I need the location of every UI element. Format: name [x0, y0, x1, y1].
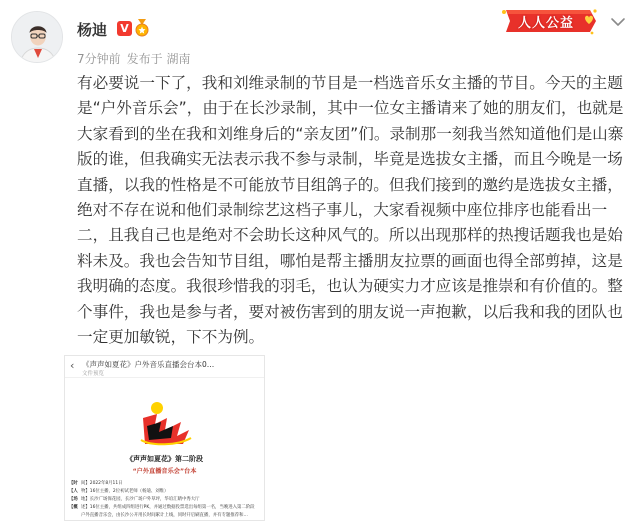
- verified-badge[interactable]: V: [117, 21, 132, 36]
- post-image[interactable]: [64, 355, 265, 521]
- post-meta: [77, 50, 196, 67]
- image-doc-row: [69, 496, 263, 504]
- image-doc-row-value: 地】长沙广场保花园，长沙广场户外草坪，华谊汇睛中秀大厅: [81, 497, 200, 502]
- post-text-line: 个事件，我也是参与者，要对被伤害到的朋友说一声抱歉，以后我和我的团队也: [77, 302, 623, 321]
- back-arrow-icon: ‹: [70, 359, 75, 372]
- chevron-down-icon[interactable]: [610, 16, 626, 28]
- post-text-line: 料未及。我也会告知节目组，哪怕是帮主播朋友拉票的画面也得全部剪掉，这是: [77, 251, 623, 270]
- post-text-line: 绝对不存在说和他们录制综艺这档子事儿，大家看视频中座位排序也能看出一: [77, 201, 608, 220]
- image-doc-row-key: 【人: [69, 489, 78, 494]
- image-doc-row: [69, 488, 263, 496]
- avatar[interactable]: [11, 11, 63, 63]
- charity-badge-label[interactable]: 人人公益: [518, 16, 575, 31]
- image-doc-heading: 《声声如夏花》第二阶段: [126, 455, 203, 463]
- medal-icon[interactable]: [134, 19, 150, 37]
- image-doc-subheading: “户外直播音乐会”台本: [132, 468, 197, 475]
- image-doc-row-value: 间】2022年8月11日: [81, 481, 123, 486]
- image-doc-row-key: 【时: [69, 481, 78, 486]
- post-text-line: 一定更加敏锐，下不为例。: [77, 328, 265, 347]
- post-text-line: 我明确的态度。我很珍惜我的羽毛，也认为硬实力才应该是推崇和有价值的。整: [77, 277, 623, 296]
- image-doc-row: [69, 480, 263, 488]
- post-text-line: 有必要说一下了，我和刘维录制的节目是一档选音乐女主播的节目。今天的主题: [77, 74, 623, 92]
- post-text-line: 直播，以我的性格是不可能放节目组鸽子的。但我们接到的邀约是选拔女主播，: [77, 175, 623, 194]
- show-logo-icon: [137, 400, 195, 448]
- image-doc-row-value: 物】16位主播，2位初试老师（杨迪、刘维）: [81, 489, 169, 494]
- image-top-bar: [65, 356, 264, 378]
- post-source: 发布于 湖南: [126, 52, 191, 66]
- image-doc-row-value: 述】16位主播，共组成四组进行PK，并通过数据投票选出每组第一名，当晚进入第二阶段: [81, 505, 255, 510]
- post-text-line: 二，且我自己也是绝对不会助长这种风气的。所以出现那样的热搜话题我也是始: [77, 226, 623, 245]
- image-doc-row: [69, 504, 263, 512]
- post-text-line: 大家看到的坐在我和刘维身后的“亲友团”们。录制那一刻我当然知道他们是山寨: [77, 124, 624, 143]
- post-text-line: 是“户外音乐会”，由于在长沙录制，其中一位女主播请来了她的朋友们，也就是: [77, 99, 624, 118]
- user-name[interactable]: 杨迪: [77, 21, 108, 39]
- avatar-portrait-icon: [12, 12, 63, 63]
- image-doc-row: [69, 512, 263, 520]
- image-doc-row-key: 【场: [69, 497, 78, 502]
- post-text-line: 版的谁，但我确实无法表示我不参与录制，毕竟是选拔女主播，而且今晚是一场: [77, 150, 623, 169]
- image-doc-subtitle: 文件预览: [82, 371, 105, 377]
- image-doc-row-value: 户外直播音乐会，由长沙公开用长时间累计上线，同时开启刷直播，并有专题推荐和…: [81, 513, 248, 518]
- post-time[interactable]: 7分钟前: [77, 52, 121, 66]
- post-text: [77, 71, 629, 350]
- image-doc-row-key: 【概: [69, 505, 78, 510]
- image-doc-rows: [69, 480, 263, 520]
- image-doc-title: 《声声如夏花》户外音乐直播会台本0…: [82, 360, 215, 369]
